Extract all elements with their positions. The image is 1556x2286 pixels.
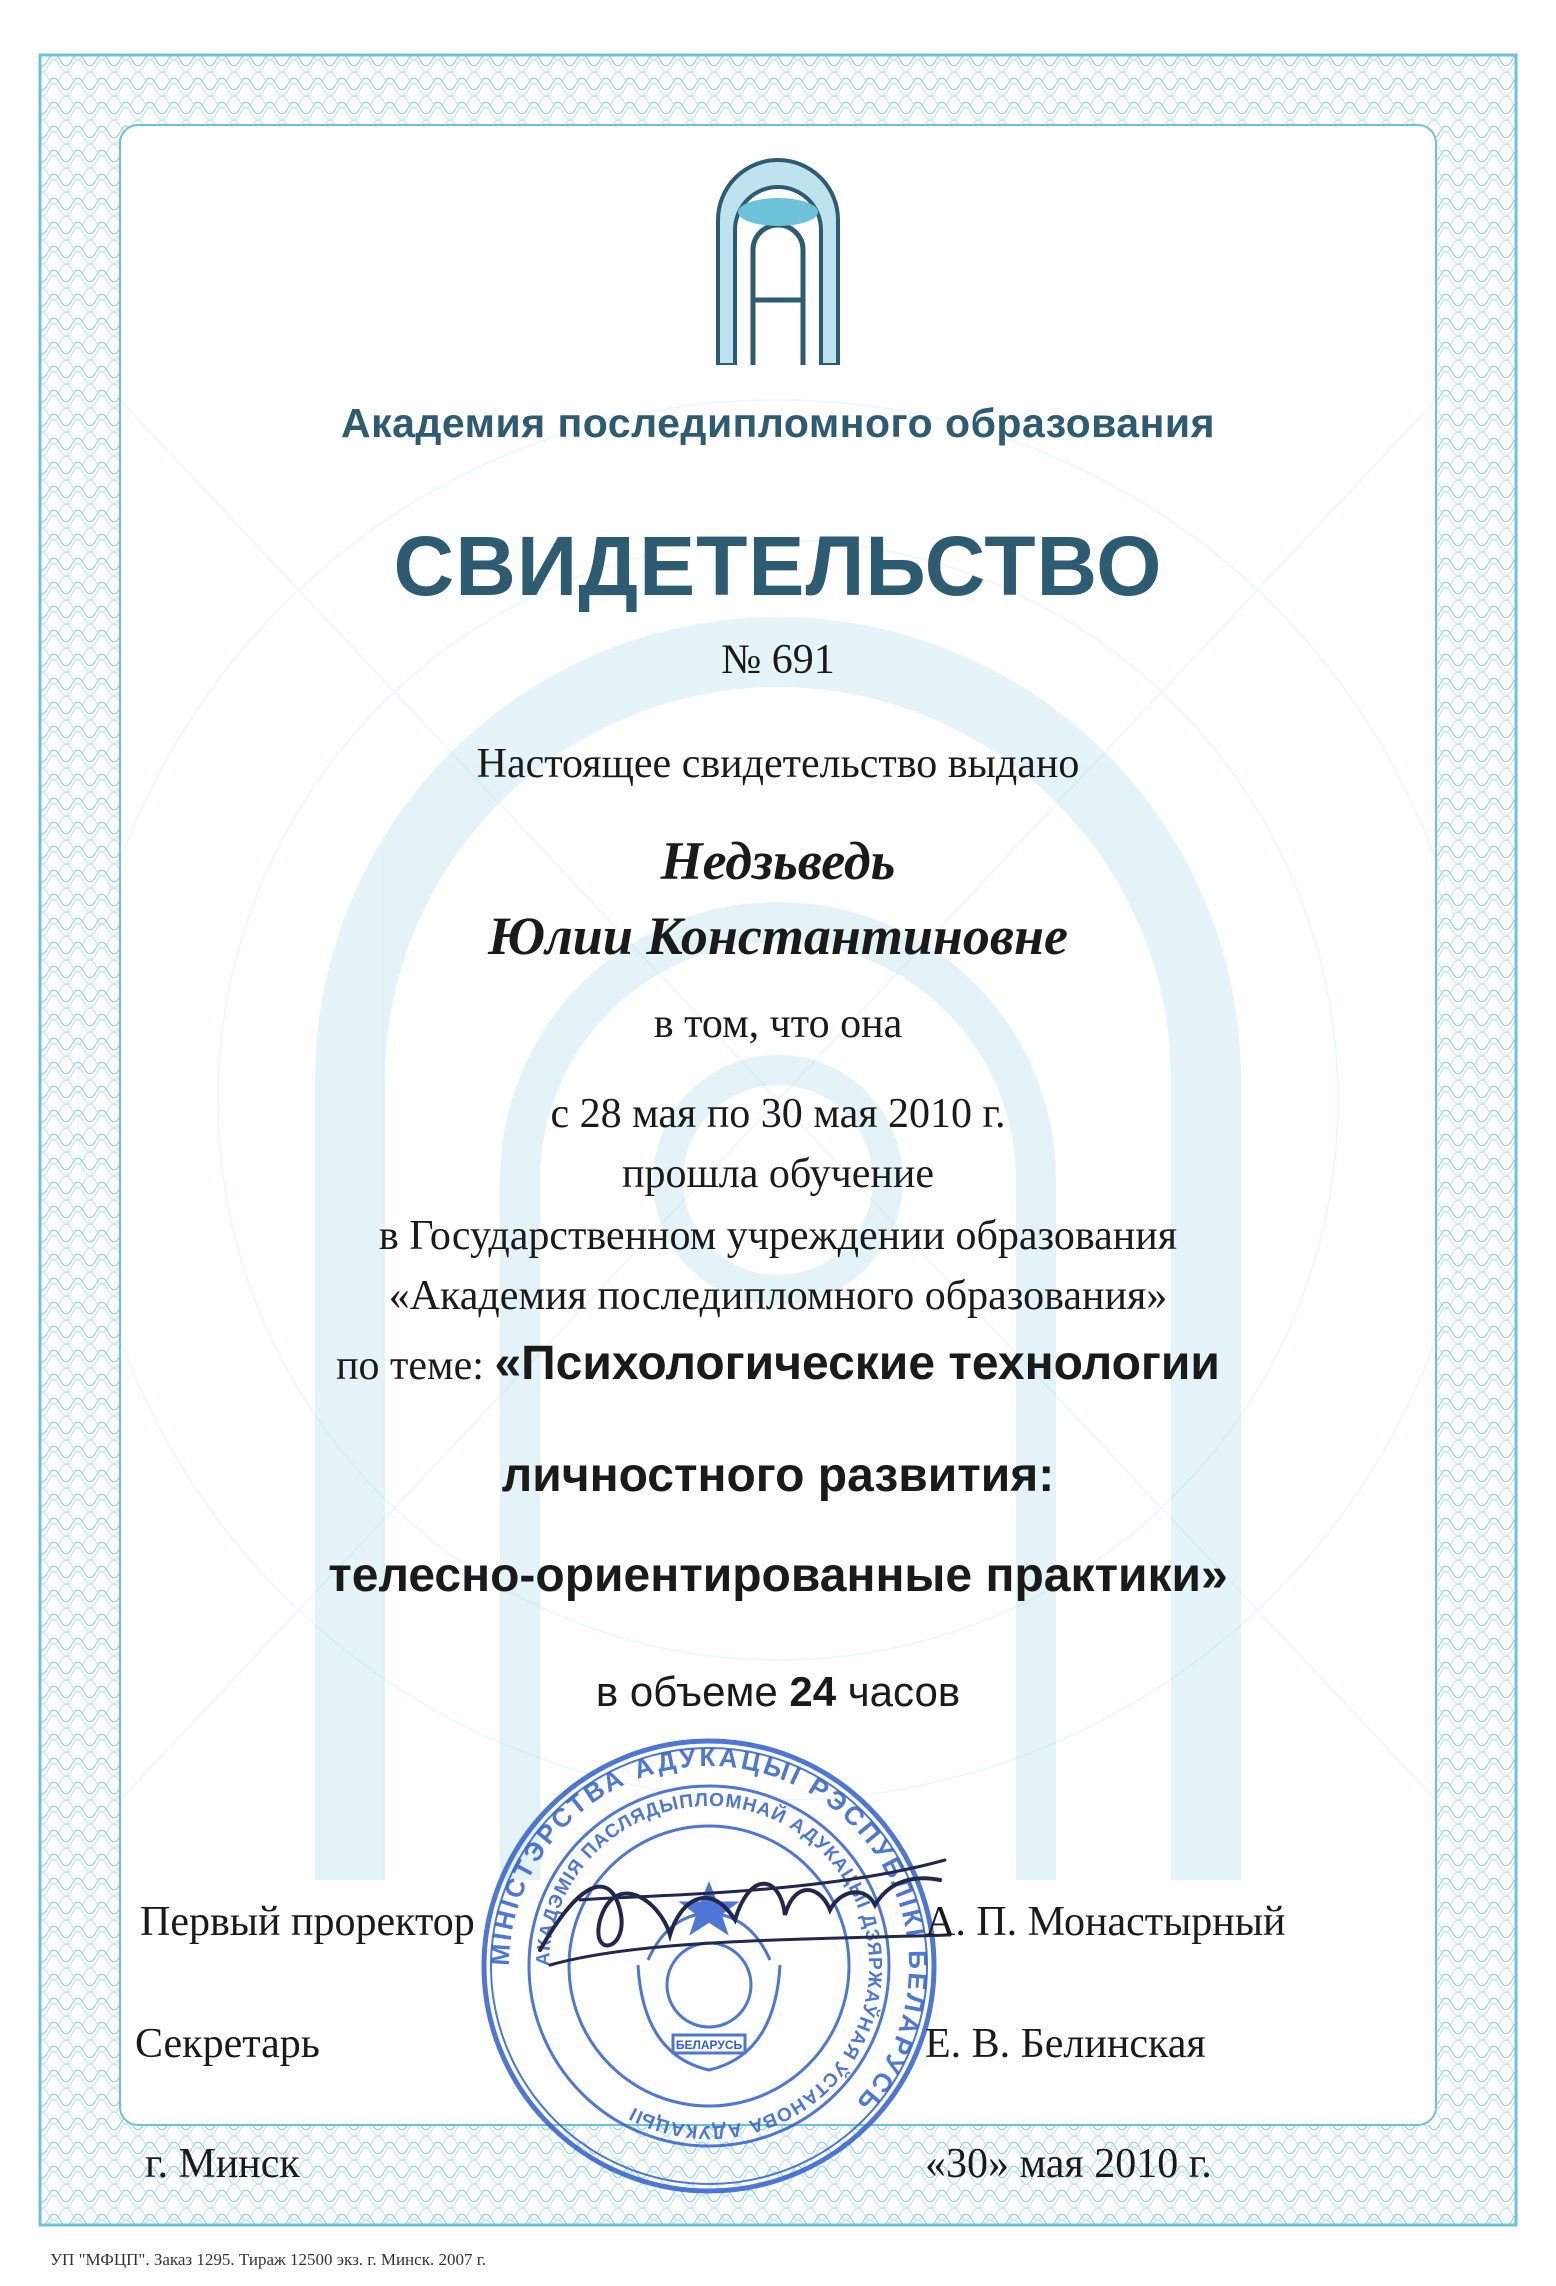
institution-name: «Академия последипломного образования» — [388, 1273, 1168, 1319]
rector-signature — [520, 1840, 960, 1990]
topic-line-1 — [0, 1336, 1556, 1391]
recipient-surname: Недзьведь — [660, 831, 896, 891]
hours-prefix: в объеме — [595, 1668, 778, 1715]
stamp-outer-text: МІНІСТЭРСТВА АДУКАЦЫІ РЭСПУБЛІКІ БЕЛАРУСЬ — [484, 1741, 934, 2120]
stamp-emblem-text: БЕЛАРУСЬ — [675, 2038, 743, 2052]
topic-title-part-2: личностного развития: — [501, 1449, 1055, 1502]
completed-text: прошла обучение — [621, 1151, 935, 1197]
rector-name: А. П. Монастырный — [925, 1899, 1286, 1945]
stamp-inner-text: АКАДЭМІЯ ПАСЛЯДЫПЛОМНАЙ АДУКАЦЫІ ДЗЯРЖАЎНАЯ ЎСТАНОВА АДУКАЦЫІ — [532, 1789, 886, 2143]
secretary-name: Е. В. Белинская — [925, 2021, 1206, 2067]
academy-name: Академия последипломного образования — [340, 400, 1216, 446]
issue-city: г. Минск — [145, 2141, 300, 2187]
training-period: с 28 мая по 30 мая 2010 г. — [550, 1091, 1006, 1137]
institution-prefix: в Государственном учреждении образования — [378, 1213, 1178, 1259]
document-number: № 691 — [721, 637, 835, 683]
secretary-title: Секретарь — [135, 2021, 320, 2067]
topic-title-part-3: телесно-ориентированные практики» — [328, 1549, 1228, 1602]
document-title: СВИДЕТЕЛЬСТВО — [393, 519, 1163, 613]
issued-to-text: Настоящее свидетельство выдано — [476, 741, 1080, 787]
recipient-given-names: Юлии Константиновне — [488, 906, 1068, 966]
issue-date: «30» мая 2010 г. — [925, 2141, 1212, 2187]
hours-line — [0, 1668, 1556, 1716]
topic-prefix: по теме: — [336, 1343, 484, 1389]
hours-value: 24 — [789, 1668, 837, 1715]
hours-suffix: часов — [847, 1668, 961, 1715]
academy-logo — [713, 150, 843, 365]
print-info: УП "МФЦП". Заказ 1295. Тираж 12500 экз. г. Минск. 2007 г. — [50, 2250, 487, 2269]
rector-title: Первый проректор — [140, 1899, 475, 1945]
in-that-text: в том, что она — [653, 1001, 903, 1047]
topic-title-part-1: «Психологические технологии — [494, 1337, 1220, 1390]
